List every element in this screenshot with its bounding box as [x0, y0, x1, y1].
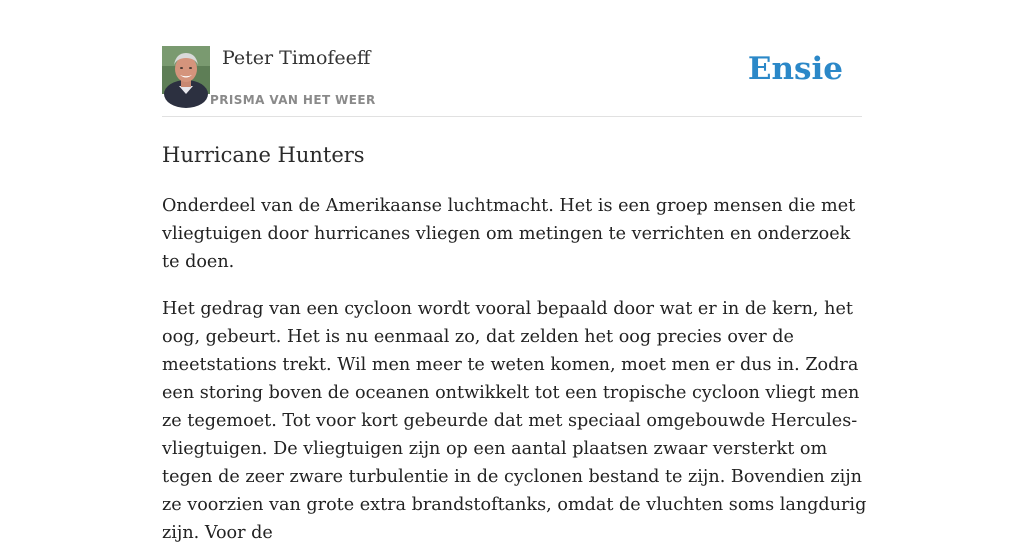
author-name[interactable]: Peter Timofeeff	[222, 47, 371, 69]
article-title: Hurricane Hunters	[162, 143, 365, 167]
source-name[interactable]: PRISMA VAN HET WEER	[210, 93, 376, 107]
article-paragraph-1: Onderdeel van de Amerikaanse luchtmacht. Het is een groep mensen die met vliegtuigen door hurricanes vliegen om metingen te verrichten en onderzoek te doen.	[162, 196, 856, 272]
author-avatar-photo	[162, 46, 210, 94]
author-avatar[interactable]	[162, 46, 210, 94]
ensie-logo[interactable]: Ensie	[747, 51, 843, 87]
article-paragraph-2: Het gedrag van een cycloon wordt vooral bepaald door wat er in de kern, het oog, gebeurt. Het is nu eenmaal zo, dat zelden het oog precies over de meetstations trekt. Wil men meer te weten komen, moet men er dus in. Zodra een storing boven de oceanen ontwikkelt tot een tropische cycloon vliegt men ze tegemoet. Tot voor kort gebeurde dat met speciaal omgebouwde Hercules-vliegtuigen. De vliegtuigen zijn op een aantal plaatsen zwaar versterkt om tegen de zeer zware turbulentie in de cyclonen bestand te zijn. Bovendien zijn ze voorzien van grote extra brandstoftanks, omdat de vluchten soms langdurig zijn. Voor de	[162, 299, 867, 543]
article-body	[162, 140, 867, 547]
article-header	[162, 46, 862, 117]
